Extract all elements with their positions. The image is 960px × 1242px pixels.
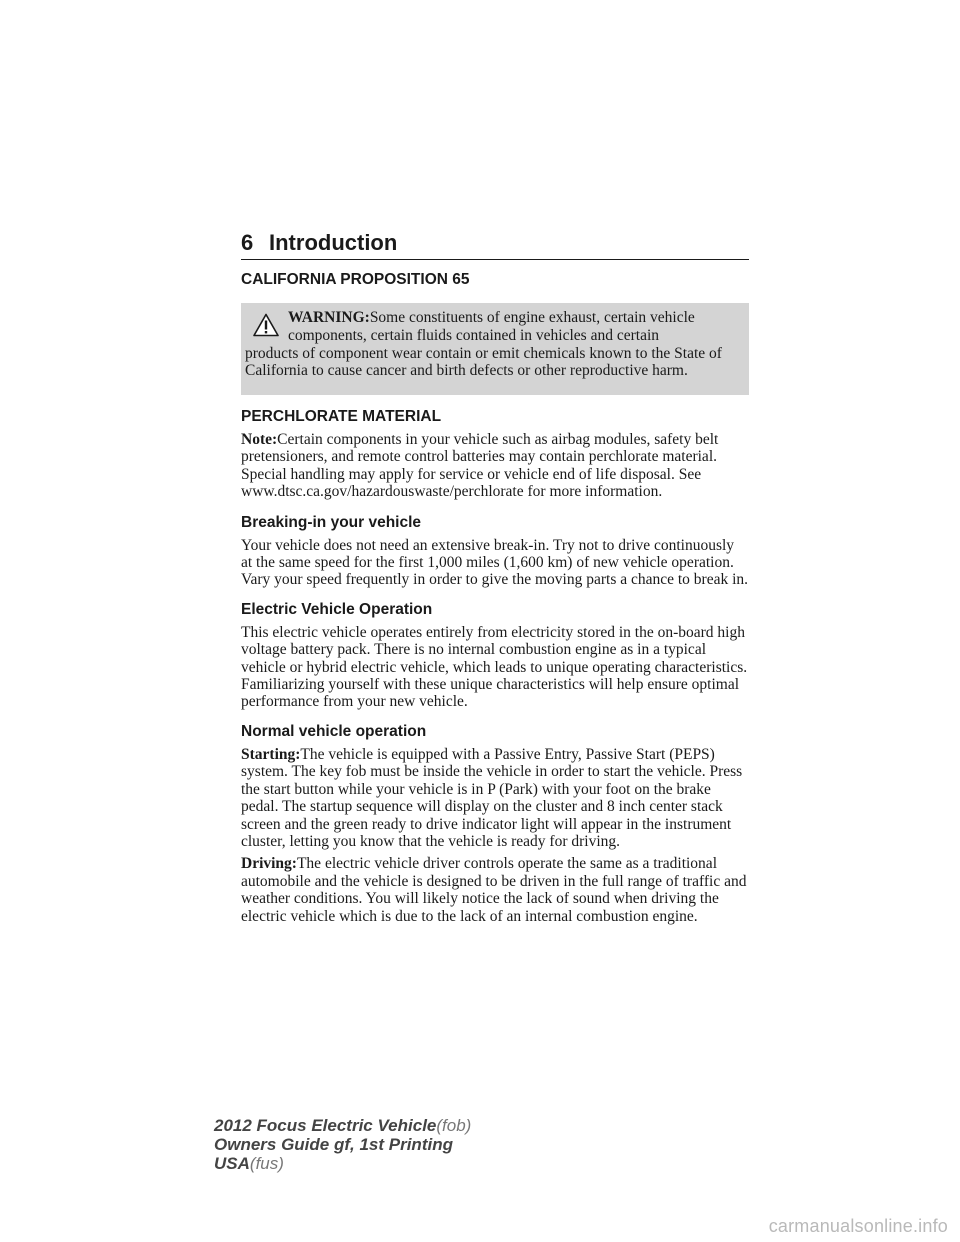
normal-operation-heading: Normal vehicle operation [241,722,427,740]
document-footer [214,1116,471,1173]
note-label: Note: [241,431,278,448]
perchlorate-heading: PERCHLORATE MATERIAL [241,408,442,425]
breaking-in-text: Your vehicle does not need an extensive break-in. Try not to drive continuously at the same speed for the first 1,000 miles (1,600 km) of new vehicle operation. Vary your speed frequently in order to give the moving parts a chance to break in. [241,536,749,589]
driving-text: The electric vehicle driver controls operate the same as a traditional automobile and the vehicle is designed to be driven in the full range of traffic and weather conditions. You will likely notice the lack of sound when driving the electric vehicle which is due to the lack of an internal combustion engine. [241,855,747,925]
breaking-in-heading: Breaking-in your vehicle [241,513,422,531]
page-header [241,228,749,260]
starting-text: The vehicle is equipped with a Passive Entry, Passive Start (PEPS) system. The key fob must be inside the vehicle in order to start the vehicle. Press the start button while your vehicle is in P (Park) with your foot on the brake pedal. The startup sequence will display on the cluster and 8 inch center stack screen and the green ready to drive indicator light will appear in the instrument cluster, letting you know that the vehicle is ready for driving. [241,745,743,850]
page-content [241,270,749,925]
footer-market-code: (fus) [249,1154,284,1173]
ev-operation-heading: Electric Vehicle Operation [241,600,433,618]
warning-label: WARNING: [288,309,370,326]
footer-market: USA [214,1154,250,1173]
warning-text-line1: Some constituents of engine exhaust, certain vehicle [369,309,695,326]
perchlorate-note [241,431,749,501]
header-rule [241,259,749,260]
driving-paragraph [241,855,749,925]
california-heading: CALIFORNIA PROPOSITION 65 [241,271,470,288]
driving-label: Driving: [241,855,297,873]
warning-triangle-icon [253,313,279,337]
ev-operation-text: This electric vehicle operates entirely from electricity stored in the on-board high voltage battery pack. There is no internal combustion engine as in a typical vehicle or hybrid electric vehicle, which leads to unique operating characteristics. Familiarizing yourself with these unique characteristics will help ensure optimal performance from your new vehicle. [241,623,748,711]
warning-text-rest: products of component wear contain or emit chemicals known to the State of California to cause cancer and birth defects or other reproductive harm. [245,344,722,380]
warning-box [241,303,749,395]
footer-model: 2012 Focus Electric Vehicle [214,1116,437,1135]
starting-label: Starting: [241,745,301,763]
starting-paragraph [241,746,749,850]
page-number: 6 [241,230,254,255]
footer-guide: Owners Guide gf, 1st Printing [214,1135,453,1154]
warning-text-line2: components, certain fluids contained in vehicles and certain [288,326,660,344]
section-title: Introduction [269,230,398,255]
footer-model-code: (fob) [436,1116,472,1135]
site-watermark: carmanualsonline.info [768,1216,948,1236]
note-text: Certain components in your vehicle such as airbag modules, safety belt pretensioners, and remote control batteries may contain perchlorate material. Special handling may apply for service or vehicle end of life disposal. See www.dtsc.ca.gov/hazardouswaste/perchlorate for more information. [241,431,719,501]
